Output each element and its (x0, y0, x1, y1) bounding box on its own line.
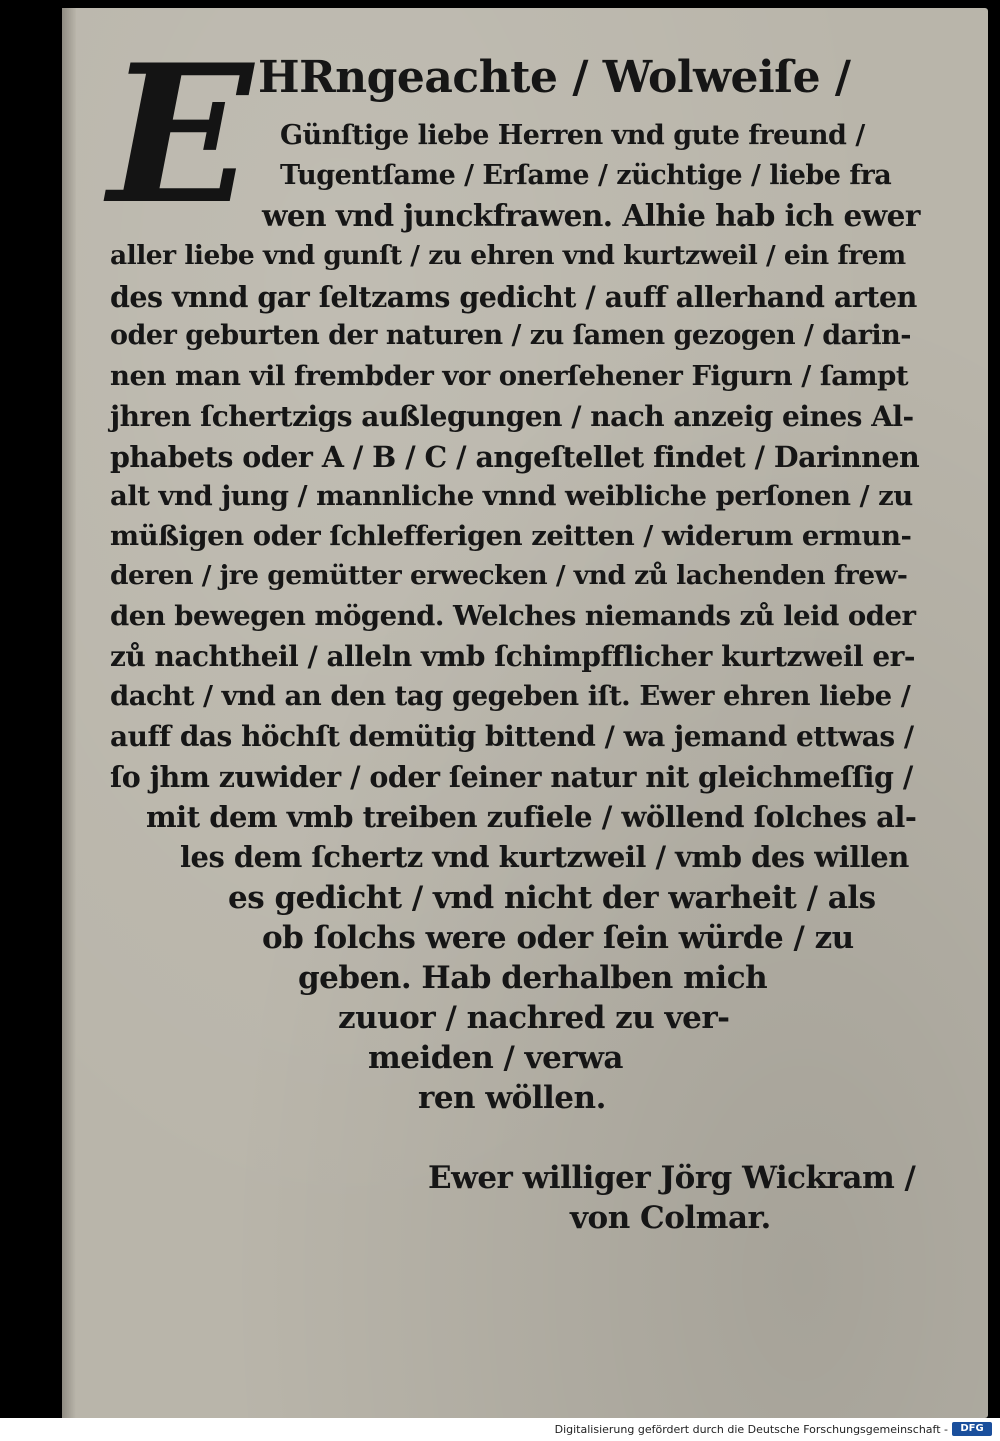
text-line-5: aller liebe vnd gunſt / zu ehren vnd kurtzweil / ein frem (110, 240, 906, 271)
text-line-7: oder geburten der naturen / zu ſamen gezogen / darin- (110, 320, 911, 351)
text-line-6: des vnnd gar ſeltzams gedicht / auff allerhand arten (110, 280, 917, 314)
text-line-16: dacht / vnd an den tag gegeben iſt. Ewer ehren liebe / (110, 680, 911, 712)
text-line-17: auff das höchſt demütig bittend / wa jemand ettwas / (110, 720, 914, 753)
text-line-15: zů nachtheil / alleln vmb ſchimpfflicher kurtzweil er- (110, 640, 916, 673)
signature-name: Ewer williger Jörg Wickram / (428, 1160, 916, 1196)
text-line-25: meiden / verwa (368, 1040, 623, 1076)
text-line-10: phabets oder A / B / C / angeſtellet findet / Darinnen (110, 440, 920, 474)
digitization-footer (0, 1418, 1000, 1441)
text-line-4: wen vnd junckfrawen. Alhie hab ich ewer (262, 198, 920, 233)
text-line-13: deren / jre gemütter erwecken / vnd zů lachenden frew- (110, 560, 908, 591)
text-line-18: ſo jhm zuwider / oder ſeiner natur nit gleichmeſſig / (110, 760, 913, 794)
text-line-20: les dem ſchertz vnd kurtzweil / vmb des willen (180, 840, 909, 874)
text-line-23: geben. Hab derhalben mich (298, 960, 768, 996)
text-line-3: Tugentſame / Erſame / züchtige / liebe fra (280, 160, 892, 191)
text-line-14: den bewegen mögend. Welches niemands zů leid oder (110, 600, 916, 632)
text-line-19: mit dem vmb treiben zufiele / wöllend ſolches al- (146, 800, 917, 834)
text-line-2: Günſtige liebe Herren vnd gute freund / (280, 120, 865, 151)
page-gutter (62, 8, 76, 1418)
text-line-9: jhren ſchertzigs außlegungen / nach anzeig eines Al- (110, 400, 914, 433)
text-line-26: ren wöllen. (418, 1080, 606, 1116)
drop-cap-initial: E (108, 23, 253, 246)
text-line-22: ob ſolchs were oder ſein würde / zu (262, 920, 854, 956)
text-line-11: alt vnd jung / mannliche vnnd weibliche perſonen / zu (110, 480, 913, 512)
dfg-logo[interactable]: DFG (952, 1422, 992, 1436)
text-line-1: HRngeachte / Wolweiſe / (258, 52, 851, 103)
text-line-21: es gedicht / vnd nicht der warheit / als (228, 880, 876, 916)
funding-credit: Digitalisierung gefördert durch die Deutsche Forschungsgemeinschaft - (554, 1423, 948, 1436)
text-line-12: müßigen oder ſchlefferigen zeitten / widerum ermun- (110, 520, 912, 552)
signature-place: von Colmar. (570, 1200, 771, 1236)
text-line-8: nen man vil frembder vor onerſehener Figurn / ſampt (110, 360, 909, 392)
text-line-24: zuuor / nachred zu ver- (338, 1000, 730, 1036)
